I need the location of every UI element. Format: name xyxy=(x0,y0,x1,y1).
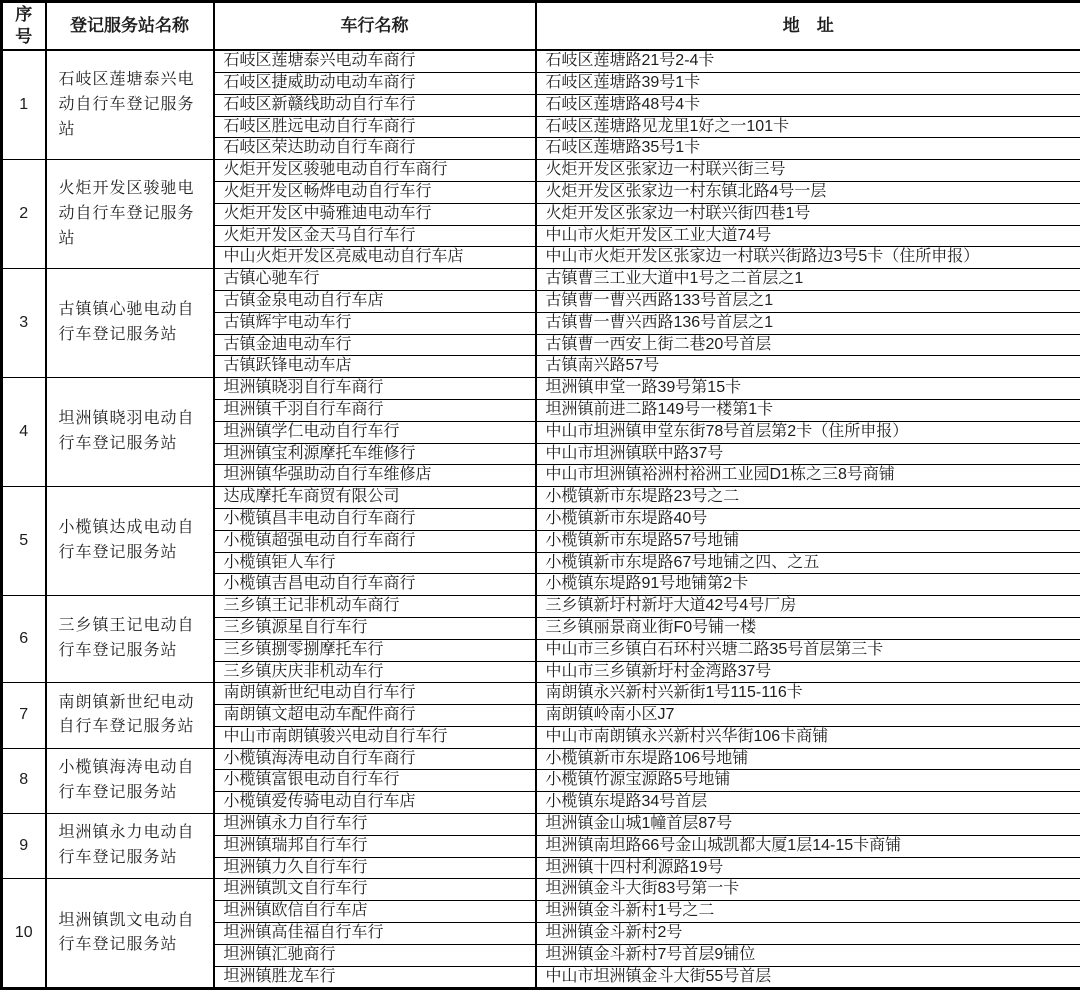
station-name-cell: 小榄镇海涛电动自行车登记服务站 xyxy=(46,748,214,813)
serial-cell: 9 xyxy=(2,814,46,879)
address-cell: 三乡镇丽景商业街F0号铺一楼 xyxy=(536,617,1080,639)
shop-name-cell: 坦洲镇千羽自行车商行 xyxy=(214,399,536,421)
serial-cell: 1 xyxy=(2,50,46,159)
address-cell: 火炬开发区张家边一村联兴街三号 xyxy=(536,160,1080,182)
shop-name-cell: 坦洲镇永力自行车行 xyxy=(214,814,536,836)
address-cell: 小榄镇新市东堤路57号地铺 xyxy=(536,530,1080,552)
address-cell: 古镇曹三工业大道中1号之二首层之1 xyxy=(536,269,1080,291)
shop-name-cell: 中山市南朗镇骏兴电动自行车行 xyxy=(214,726,536,748)
table-body xyxy=(2,50,1080,989)
address-cell: 小榄镇新市东堤路23号之二 xyxy=(536,487,1080,509)
address-cell: 坦洲镇金斗新村2号 xyxy=(536,923,1080,945)
shop-name-cell: 古镇金泉电动自行车店 xyxy=(214,290,536,312)
station-name-cell: 坦洲镇凯文电动自行车登记服务站 xyxy=(46,879,214,989)
address-cell: 坦洲镇十四村利源路19号 xyxy=(536,857,1080,879)
address-cell: 小榄镇新市东堤路106号地铺 xyxy=(536,748,1080,770)
address-cell: 中山市坦洲镇联中路37号 xyxy=(536,443,1080,465)
shop-name-cell: 石岐区荣达助动自行车商行 xyxy=(214,138,536,160)
shop-name-cell: 三乡镇捌零捌摩托车行 xyxy=(214,639,536,661)
shop-name-cell: 坦洲镇高佳福自行车行 xyxy=(214,923,536,945)
shop-name-cell: 坦洲镇宝利源摩托车维修行 xyxy=(214,443,536,465)
station-name-cell: 南朗镇新世纪电动自行车登记服务站 xyxy=(46,683,214,748)
shop-name-cell: 坦洲镇学仁电动自行车行 xyxy=(214,421,536,443)
address-cell: 中山市坦洲镇金斗大街55号首层 xyxy=(536,966,1080,989)
shop-name-cell: 小榄镇超强电动自行车商行 xyxy=(214,530,536,552)
serial-cell: 8 xyxy=(2,748,46,813)
shop-name-cell: 小榄镇爱传骑电动自行车店 xyxy=(214,792,536,814)
address-cell: 古镇曹一曹兴西路136号首层之1 xyxy=(536,312,1080,334)
shop-name-cell: 火炬开发区骏驰电动自行车商行 xyxy=(214,160,536,182)
shop-name-cell: 坦洲镇欧信自行车店 xyxy=(214,901,536,923)
shop-name-cell: 小榄镇钜人车行 xyxy=(214,552,536,574)
header-row xyxy=(2,2,1080,51)
shop-name-cell: 坦洲镇力久自行车行 xyxy=(214,857,536,879)
address-cell: 火炬开发区张家边一村东镇北路4号一层 xyxy=(536,181,1080,203)
station-name-cell: 坦洲镇晓羽电动自行车登记服务站 xyxy=(46,378,214,487)
address-cell: 坦洲镇金斗新村1号之二 xyxy=(536,901,1080,923)
address-cell: 石岐区莲塘路21号2-4卡 xyxy=(536,50,1080,72)
address-cell: 中山市三乡镇白石环村兴塘二路35号首层第三卡 xyxy=(536,639,1080,661)
table-row xyxy=(2,683,1080,705)
shop-name-cell: 坦洲镇华强助动自行车维修店 xyxy=(214,465,536,487)
shop-name-cell: 南朗镇新世纪电动自行车行 xyxy=(214,683,536,705)
station-name-cell: 火炬开发区骏驰电动自行车登记服务站 xyxy=(46,160,214,269)
serial-cell: 2 xyxy=(2,160,46,269)
address-cell: 火炬开发区张家边一村联兴街四巷1号 xyxy=(536,203,1080,225)
address-cell: 中山市火炬开发区工业大道74号 xyxy=(536,225,1080,247)
station-name-cell: 石岐区莲塘泰兴电动自行车登记服务站 xyxy=(46,50,214,159)
table-row xyxy=(2,160,1080,182)
shop-name-cell: 火炬开发区中骑雅迪电动车行 xyxy=(214,203,536,225)
shop-name-cell: 南朗镇文超电动车配件商行 xyxy=(214,705,536,727)
serial-cell: 7 xyxy=(2,683,46,748)
shop-name-cell: 古镇跃锋电动车店 xyxy=(214,356,536,378)
address-cell: 坦洲镇南坦路66号金山城凯都大厦1层14-15卡商铺 xyxy=(536,835,1080,857)
station-name-cell: 古镇镇心驰电动自行车登记服务站 xyxy=(46,269,214,378)
address-cell: 三乡镇新圩村新圩大道42号4号厂房 xyxy=(536,596,1080,618)
address-cell: 中山市火炬开发区张家边一村联兴街路边3号5卡（住所申报） xyxy=(536,247,1080,269)
shop-name-cell: 火炬开发区金天马自行车行 xyxy=(214,225,536,247)
address-cell: 小榄镇竹源宝源路5号地铺 xyxy=(536,770,1080,792)
address-cell: 小榄镇新市东堤路40号 xyxy=(536,508,1080,530)
address-cell: 坦洲镇金斗大街83号第一卡 xyxy=(536,879,1080,901)
header-address: 地 址 xyxy=(536,2,1080,51)
address-cell: 中山市三乡镇新圩村金湾路37号 xyxy=(536,661,1080,683)
serial-cell: 4 xyxy=(2,378,46,487)
address-cell: 石岐区莲塘路39号1卡 xyxy=(536,72,1080,94)
shop-name-cell: 三乡镇源星自行车行 xyxy=(214,617,536,639)
shop-name-cell: 小榄镇海涛电动自行车商行 xyxy=(214,748,536,770)
shop-name-cell: 坦洲镇瑞邦自行车行 xyxy=(214,835,536,857)
address-cell: 古镇南兴路57号 xyxy=(536,356,1080,378)
table-header xyxy=(2,2,1080,51)
shop-name-cell: 小榄镇吉昌电动自行车商行 xyxy=(214,574,536,596)
header-station-name: 登记服务站名称 xyxy=(46,2,214,51)
header-shop-name: 车行名称 xyxy=(214,2,536,51)
shop-name-cell: 古镇辉宇电动车行 xyxy=(214,312,536,334)
table-row xyxy=(2,269,1080,291)
shop-name-cell: 小榄镇富银电动自行车行 xyxy=(214,770,536,792)
address-cell: 石岐区莲塘路48号4卡 xyxy=(536,94,1080,116)
table-row xyxy=(2,748,1080,770)
table-row xyxy=(2,814,1080,836)
address-cell: 坦洲镇申堂一路39号第15卡 xyxy=(536,378,1080,400)
address-cell: 南朗镇岭南小区J7 xyxy=(536,705,1080,727)
table-row xyxy=(2,487,1080,509)
table-row xyxy=(2,378,1080,400)
address-cell: 石岐区莲塘路见龙里1好之一101卡 xyxy=(536,116,1080,138)
address-cell: 南朗镇永兴新村兴新街1号115-116卡 xyxy=(536,683,1080,705)
address-cell: 坦洲镇前进二路149号一楼第1卡 xyxy=(536,399,1080,421)
address-cell: 石岐区莲塘路35号1卡 xyxy=(536,138,1080,160)
serial-cell: 5 xyxy=(2,487,46,596)
shop-name-cell: 古镇金迪电动车行 xyxy=(214,334,536,356)
shop-name-cell: 达成摩托车商贸有限公司 xyxy=(214,487,536,509)
shop-name-cell: 坦洲镇凯文自行车行 xyxy=(214,879,536,901)
serial-cell: 3 xyxy=(2,269,46,378)
shop-name-cell: 古镇心驰车行 xyxy=(214,269,536,291)
address-cell: 坦洲镇金斗新村7号首层9铺位 xyxy=(536,944,1080,966)
address-cell: 古镇曹一西安上街二巷20号首层 xyxy=(536,334,1080,356)
address-cell: 中山市南朗镇永兴新村兴华街106卡商铺 xyxy=(536,726,1080,748)
shop-name-cell: 坦洲镇汇驰商行 xyxy=(214,944,536,966)
shop-name-cell: 石岐区胜远电动自行车商行 xyxy=(214,116,536,138)
address-cell: 中山市坦洲镇申堂东街78号首层第2卡（住所申报） xyxy=(536,421,1080,443)
header-serial: 序号 xyxy=(2,2,46,51)
shop-name-cell: 小榄镇昌丰电动自行车商行 xyxy=(214,508,536,530)
address-cell: 古镇曹一曹兴西路133号首层之1 xyxy=(536,290,1080,312)
address-cell: 小榄镇东堤路34号首层 xyxy=(536,792,1080,814)
shop-name-cell: 火炬开发区畅烨电动自行车行 xyxy=(214,181,536,203)
table-row xyxy=(2,50,1080,72)
address-cell: 坦洲镇金山城1幢首层87号 xyxy=(536,814,1080,836)
address-cell: 中山市坦洲镇裕洲村裕洲工业园D1栋之三8号商铺 xyxy=(536,465,1080,487)
station-name-cell: 坦洲镇永力电动自行车登记服务站 xyxy=(46,814,214,879)
station-name-cell: 三乡镇王记电动自行车登记服务站 xyxy=(46,596,214,683)
shop-name-cell: 三乡镇庆庆非机动车行 xyxy=(214,661,536,683)
serial-cell: 10 xyxy=(2,879,46,989)
shop-name-cell: 坦洲镇晓羽自行车商行 xyxy=(214,378,536,400)
shop-name-cell: 石岐区莲塘泰兴电动车商行 xyxy=(214,50,536,72)
shop-name-cell: 中山火炬开发区亮威电动自行车店 xyxy=(214,247,536,269)
shop-name-cell: 石岐区捷威助动电动车商行 xyxy=(214,72,536,94)
serial-cell: 6 xyxy=(2,596,46,683)
address-cell: 小榄镇东堤路91号地铺第2卡 xyxy=(536,574,1080,596)
shop-name-cell: 三乡镇王记非机动车商行 xyxy=(214,596,536,618)
shop-name-cell: 石岐区新赣线助动自行车行 xyxy=(214,94,536,116)
table-row xyxy=(2,596,1080,618)
table-row xyxy=(2,879,1080,901)
address-cell: 小榄镇新市东堤路67号地铺之四、之五 xyxy=(536,552,1080,574)
shop-name-cell: 坦洲镇胜龙车行 xyxy=(214,966,536,989)
station-name-cell: 小榄镇达成电动自行车登记服务站 xyxy=(46,487,214,596)
